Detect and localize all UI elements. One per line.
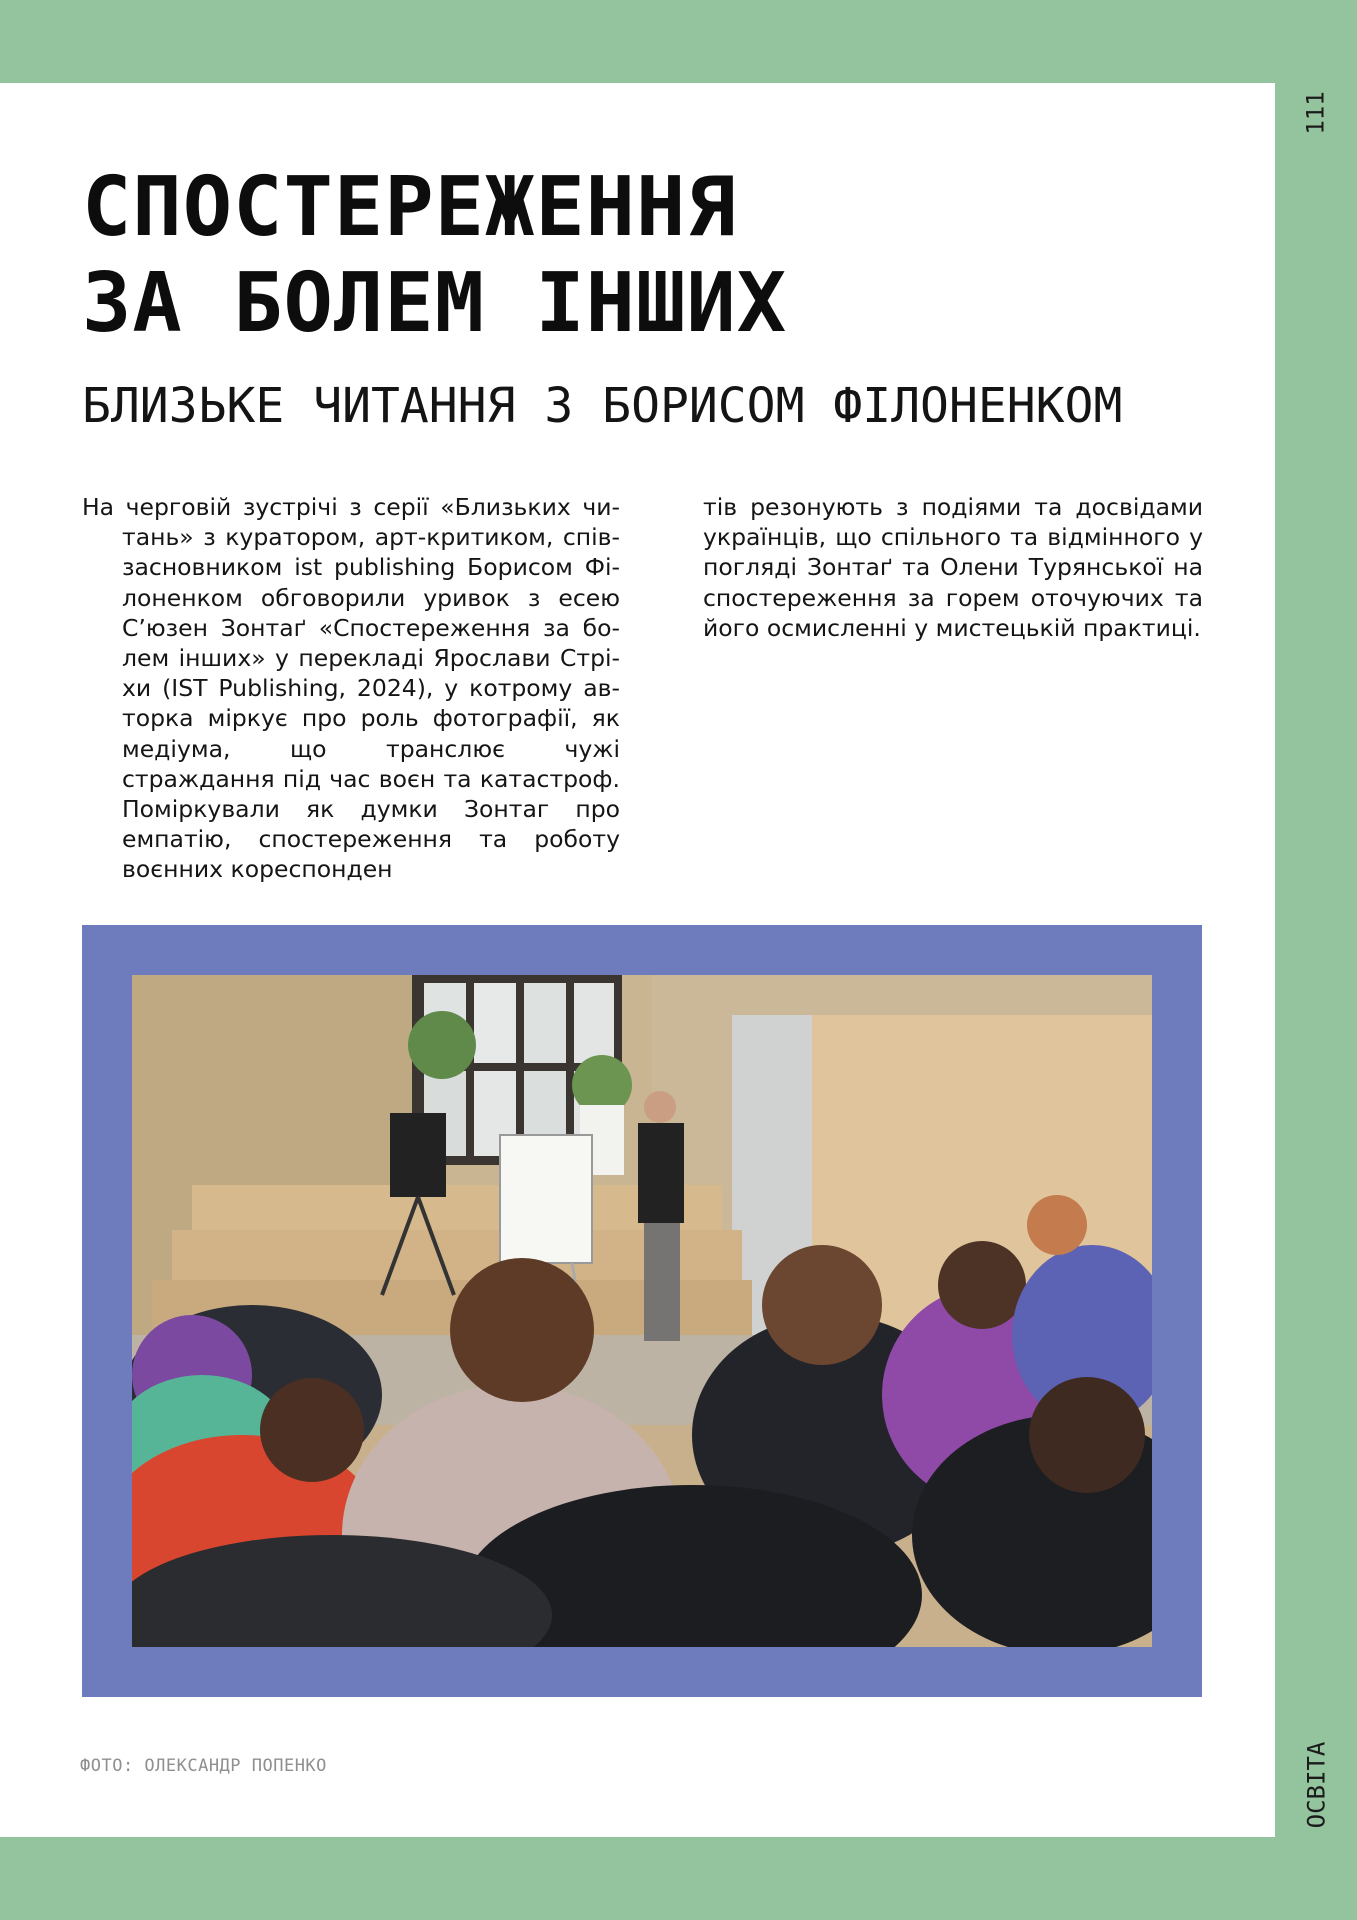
page-number: 111 xyxy=(1301,91,1330,135)
section-label: ОСВІТА xyxy=(1302,1741,1331,1829)
title-line-2: ЗА БОЛЕМ ІНШИХ xyxy=(82,256,788,351)
body-column-1 xyxy=(82,492,620,885)
body-paragraph-2: тів резонують з подіями та досвідами українців, що спільного та відмінного у погляді Зонтаґ та Олени Турянської на спостереження за горем оточуючих та його осмисленні у мистецькій практиці. xyxy=(703,493,1203,642)
photo-caption: ФОТО: ОЛЕКСАНДР ПОПЕНКО xyxy=(80,1756,327,1776)
body-paragraph-1: На черговій зустрічі з серії «Близьких читань» з куратором, арт-критиком, співзасновником ist publishing Борисом Філоненком обговорили уривок з есею С’юзен Зонтаґ «Спостереження за болем інших» у перекладі Ярослави Стріхи (IST Publishing, 2024), у котрому авторка міркує про роль фотографії, як медіума, що транслює чужі страждання під час воєн та катастроф. Поміркували як думки Зонтаг про емпатію, спостереження та роботу воєнних кореспонден xyxy=(82,493,620,884)
body-column-2 xyxy=(703,492,1203,643)
article-subtitle: БЛИЗЬКЕ ЧИТАННЯ З БОРИСОМ ФІЛОНЕНКОМ xyxy=(82,378,1123,434)
photo-frame xyxy=(82,925,1202,1697)
event-photo xyxy=(132,975,1152,1647)
article-title xyxy=(82,160,787,352)
title-line-1: СПОСТЕРЕЖЕННЯ xyxy=(82,160,737,255)
